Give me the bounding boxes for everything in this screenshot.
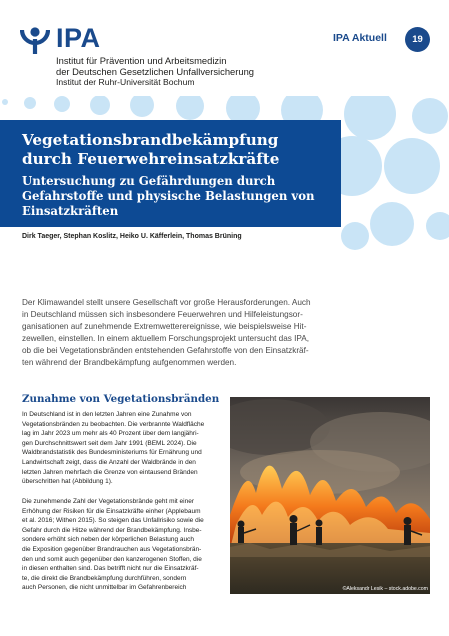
body-line: auch Personen, die nicht unmittelbar im Gefahrenbereich [22,584,187,592]
photo-credit: ©Aleksandr Lesik – stock.adobe.com [342,586,428,592]
body-line: Waldbrandstatistik des Bundesministeriums für Ernährung und [22,449,202,457]
section-heading: Zunahme von Vegetationsbränden [22,393,220,405]
logo-wordmark: IPA [56,23,101,53]
body-line: Die zunehmende Zahl der Vegetationsbrände geht mit einer [22,498,194,505]
institute-name-line2: der Deutschen Gesetzlichen Unfallversicherung [56,66,255,77]
abstract-line: in Deutschland müssen sich insbesondere Feuerwehren und Hilfeleistungsor- [22,310,303,319]
abstract [22,297,430,369]
abstract-line: ob die bei Vegetationsbränden entstehenden Gefahrstoffe von den Einsatzkräf- [22,346,309,355]
article-title: Vegetationsbrandbekämpfung durch Feuerwehreinsatzkräfte [22,131,280,168]
abstract-line: zewellen, einstellen. In einem aktuellem Forschungsprojekt untersucht das IPA, [22,334,310,343]
body-line: et al. 2016; Withen 2015). So steigen das Unfallrisiko sowie die [22,517,204,525]
body-line: lag im Jahr 2023 um mehr als 40 Prozent über dem langjähri- [22,430,199,438]
ipa-logo-icon [20,26,50,56]
wildfire-photo [230,397,430,594]
body-line: Erhöhung der Risiken für die Einsatzkräfte einher (Applebaum [22,507,201,515]
series-label: IPA Aktuell [333,32,387,44]
institute-affiliation: Institut der Ruhr-Universität Bochum [56,77,195,87]
body-line: überschritten hat (Abbildung 1). [22,478,113,486]
issue-number-badge: 19 [405,27,430,52]
author-list: Dirk Taeger, Stephan Koslitz, Heiko U. Käfferlein, Thomas Brüning [22,233,242,240]
abstract-line: Der Klimawandel stellt unsere Gesellschaft vor große Herausforderungen. Auch [22,298,311,307]
body-line: letzten Jahren mehrfach die Grenze von eintausend Bränden [22,468,198,476]
article-subtitle: Untersuchung zu Gefährdungen durch Gefahrstoffe und physische Belastungen von Einsatzkräften [22,174,315,218]
abstract-line: ten während der Brandbekämpfung aufgenommen werden. [22,358,237,367]
body-line: den und somit auch gegenüber den kanzerogenen Stoffen, die [22,555,202,563]
body-paragraph-1 [22,410,222,487]
body-line: gen Durchschnittswert seit dem Jahr 1991 (BEML 2024). Die [22,439,197,447]
body-paragraph-2 [22,497,222,593]
abstract-line: ganisationen auf zunehmende Extremwetterereignisse, wie beispielsweise Hit- [22,322,307,331]
title-box [0,120,341,227]
body-line: Vegetationsbränden zu beobachten. Die verbrannte Waldfläche [22,420,205,428]
body-line: in diesen enthalten sind. Das betrifft nicht nur die Einsatzkräf- [22,565,199,573]
body-line: te, die direkt die Brandbekämpfung durchführen, sondern [22,574,187,582]
firefighters-at-grass-fire-photo [230,397,430,594]
body-line: die Exposition gegenüber Brandrauchen aus Vegetationsbrän- [22,545,202,553]
body-line: Landwirtschaft zeigt, dass die Anzahl der Waldbrände in den [22,458,196,466]
body-line: sondere erhöht sich neben der körperlichen Belastung auch [22,536,195,544]
body-line: Gefahr durch die Hitze während der Brandbekämpfung. Insbe- [22,526,202,534]
page-header [0,0,449,96]
institute-name-line1: Institut für Prävention und Arbeitsmedizin [56,55,227,66]
body-line: In Deutschland ist in den letzten Jahren eine Zunahme von [22,411,192,418]
